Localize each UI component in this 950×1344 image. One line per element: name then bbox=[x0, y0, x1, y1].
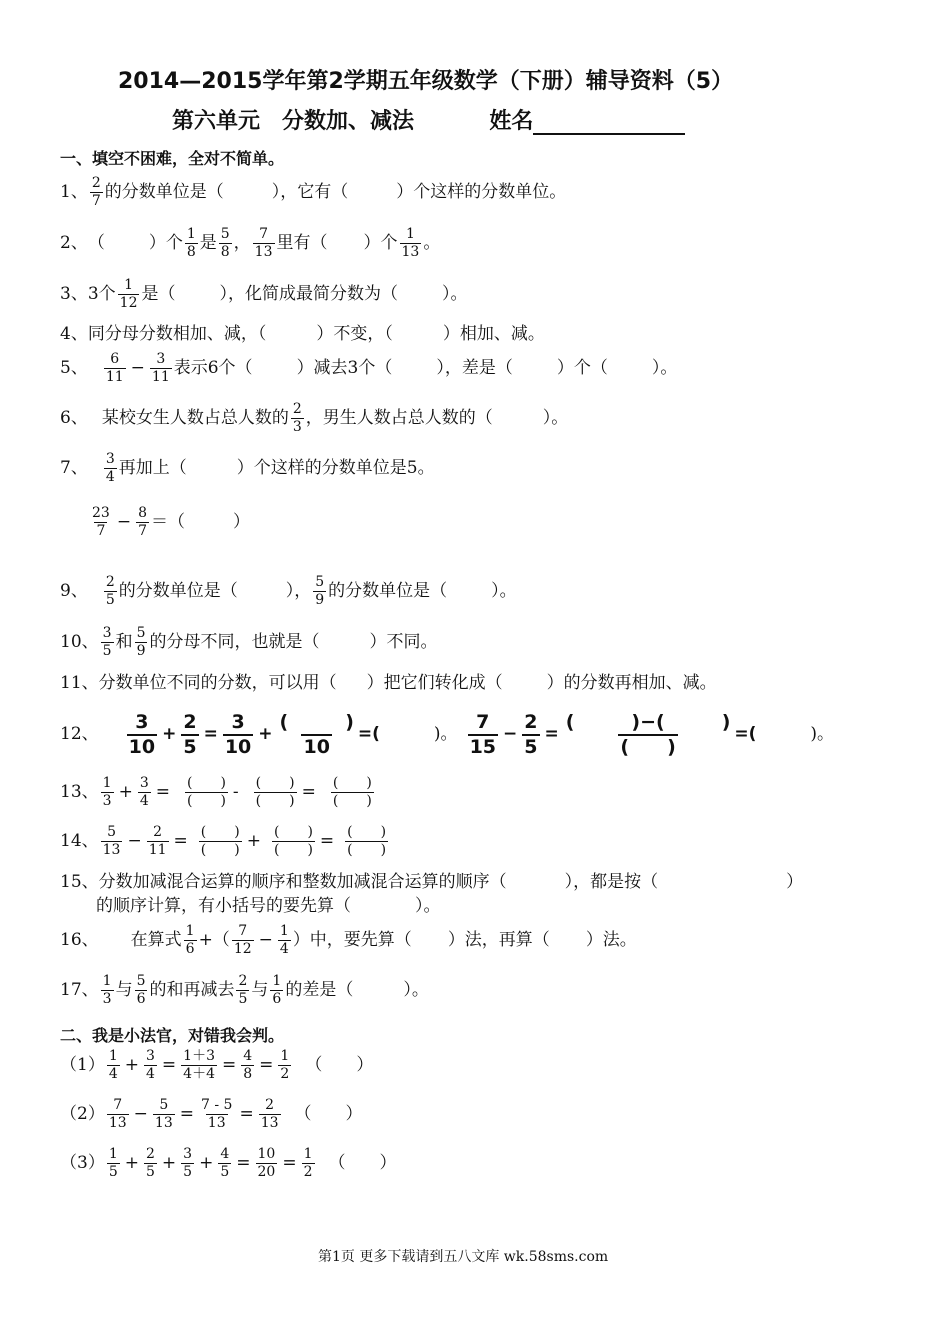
question-number: 13、 bbox=[60, 782, 99, 803]
fraction: $\frac{2}{5}$ bbox=[146, 1146, 155, 1181]
judge-3: （3） $\frac{1}{5}$ + $\frac{2}{5}$ + $\frac{3}{5}$ + $\frac{4}{5}$ = $\frac{10}{20}$ = $\frac{1}{2}$ （ ） bbox=[60, 1146, 397, 1181]
question-4: 4、 同分母分数相加、减，（ ）不变，（ ）相加、减。 bbox=[60, 324, 545, 344]
section2-heading: 二、我是小法官，对错我会判。 bbox=[60, 1026, 285, 1045]
question-number: 9、 bbox=[60, 581, 88, 602]
fraction: $\frac{6}{11}$ bbox=[105, 351, 124, 386]
fraction: $\frac{1}{8}$ bbox=[186, 226, 196, 261]
fraction: $\frac{2}{5}$ bbox=[238, 973, 248, 1008]
judge-answer-blank[interactable]: （ ） bbox=[305, 1055, 374, 1076]
fraction: $\frac{1}{4}$ bbox=[108, 1048, 118, 1083]
question-8: $\frac{23}{7}$ − $\frac{8}{7}$ ＝（ ） bbox=[92, 505, 250, 540]
fraction: $\frac{1}{3}$ bbox=[102, 775, 112, 810]
question-7: 7、 $\frac{3}{4}$ 再加上（ ）个这样的分数单位是5。 bbox=[60, 451, 435, 486]
fraction: $\frac{2}{11}$ bbox=[148, 824, 167, 859]
question-12: 12、 $\frac{3}{10}$ + $\frac{2}{5}$ = $\frac{3}{10}$ + $\frac{( )}{10}$ =( )。 $\frac{7}{15}$ − $\frac{2}{5}$ = $\frac{( )-( )}{( )}$ =( )。 bbox=[60, 711, 835, 758]
fraction: $\frac{7}{15}$ bbox=[469, 711, 497, 758]
question-number: 14、 bbox=[60, 831, 99, 852]
fraction: $\frac{3}{4}$ bbox=[105, 451, 115, 486]
fraction: $\frac{3}{5}$ bbox=[102, 625, 112, 660]
fraction: $\frac{3}{5}$ bbox=[183, 1146, 193, 1181]
page-title: 2014—2015学年第2学期五年级数学（下册）辅导资料（5） bbox=[118, 69, 734, 94]
fraction: $\frac{2}{5}$ bbox=[524, 711, 538, 758]
question-number: 7、 bbox=[60, 458, 88, 479]
question-5: 5、 $\frac{6}{11}$ − $\frac{3}{11}$ 表示6个（ ）减去3个（ ），差是（ ）个（ ）。 bbox=[60, 351, 678, 386]
question-1: 1、 $\frac{2}{7}$ 的分数单位是（ ），它有（ ）个这样的分数单位。 bbox=[60, 175, 567, 210]
fraction: $\frac{2}{5}$ bbox=[105, 574, 115, 609]
question-13: 13、 $\frac{1}{3}$ + $\frac{3}{4}$ = $\frac{( )}{( )}$ - $\frac{( )}{( )}$ = $\frac{( )}{( )}$ bbox=[60, 775, 372, 810]
question-number: 1、 bbox=[60, 182, 88, 203]
fraction: $\frac{1}{3}$ bbox=[102, 973, 112, 1008]
fraction: $\frac{5}{6}$ bbox=[136, 973, 146, 1008]
fraction: $\frac{1}{13}$ bbox=[401, 226, 420, 261]
fraction: $\frac{1}{6}$ bbox=[185, 923, 195, 958]
fraction: $\frac{7 - 5}{13}$ bbox=[200, 1097, 233, 1132]
fraction: $\frac{3}{11}$ bbox=[151, 351, 170, 386]
fraction: $\frac{4}{5}$ bbox=[220, 1146, 230, 1181]
unit-title bbox=[172, 104, 685, 135]
fraction: $\frac{3}{10}$ bbox=[224, 711, 252, 758]
question-15: 15、 分数加减混合运算的顺序和整数加减混合运算的顺序（ ），都是按（ ） bbox=[60, 872, 804, 892]
question-number: 16、 bbox=[60, 930, 99, 951]
question-6: 6、 某校女生人数占总人数的 $\frac{2}{3}$ ，男生人数占总人数的（ ）。 bbox=[60, 401, 569, 436]
fraction: $\frac{2}{3}$ bbox=[292, 401, 302, 436]
question-16: 16、 在算式 $\frac{1}{6}$ +（ $\frac{7}{12}$ − $\frac{1}{4}$ ）中，要先算（ ）法，再算（ ）法。 bbox=[60, 923, 637, 958]
fraction: $\frac{5}{13}$ bbox=[102, 824, 121, 859]
question-10: 10、 $\frac{3}{5}$ 和 $\frac{5}{9}$ 的分母不同，也就是（ ）不同。 bbox=[60, 625, 438, 660]
fraction: $\frac{2}{7}$ bbox=[91, 175, 101, 210]
question-11: 11、 分数单位不同的分数，可以用（ ）把它们转化成（ ）的分数再相加、减。 bbox=[60, 673, 717, 693]
fraction: $\frac{4}{8}$ bbox=[243, 1048, 253, 1083]
fraction: $\frac{1}{4}$ bbox=[279, 923, 289, 958]
question-number: （1） bbox=[60, 1055, 105, 1076]
fraction: $\frac{2}{13}$ bbox=[260, 1097, 279, 1132]
fraction: $\frac{23}{7}$ bbox=[92, 505, 110, 540]
fraction: $\frac{1}{5}$ bbox=[108, 1146, 118, 1181]
fraction: $\frac{5}{9}$ bbox=[136, 625, 146, 660]
question-number: 5、 bbox=[60, 358, 88, 379]
question-9: 9、 $\frac{2}{5}$ 的分数单位是（ ）， $\frac{5}{9}$ 的分数单位是（ ）。 bbox=[60, 574, 517, 609]
question-number: 17、 bbox=[60, 980, 99, 1001]
name-label: 姓名 bbox=[489, 109, 534, 134]
fraction: $\frac{7}{13}$ bbox=[108, 1097, 127, 1132]
question-number: 11、 bbox=[60, 673, 99, 693]
fraction: $\frac{3}{4}$ bbox=[146, 1048, 155, 1083]
fraction: $\frac{1}{12}$ bbox=[119, 277, 138, 312]
unit-label: 第六单元 分数加、减法 bbox=[172, 109, 415, 134]
fraction: $\frac{5}{13}$ bbox=[154, 1097, 173, 1132]
fraction-blank[interactable]: $\frac{( )}{( )}$ bbox=[186, 775, 226, 810]
fraction: $\frac{7}{12}$ bbox=[233, 923, 252, 958]
page-footer: 第1页 更多下载请到五八文库 wk.58sms.com bbox=[318, 1249, 609, 1265]
fraction-blank[interactable]: $\frac{( )}{10}$ bbox=[279, 711, 354, 758]
fraction-blank[interactable]: $\frac{( )}{( )}$ bbox=[347, 824, 387, 859]
question-14: 14、 $\frac{5}{13}$ − $\frac{2}{11}$ = $\frac{( )}{( )}$ + $\frac{( )}{( )}$ = $\frac{( )}{( )}$ bbox=[60, 824, 387, 859]
judge-1: （1） $\frac{1}{4}$ + $\frac{3}{4}$ = $\frac{1+3}{4+4}$ = $\frac{4}{8}$ = $\frac{1}{2}$ （ ） bbox=[60, 1048, 374, 1083]
fraction: $\frac{1+3}{4+4}$ bbox=[183, 1048, 215, 1083]
judge-answer-blank[interactable]: （ ） bbox=[328, 1153, 397, 1174]
fraction-blank[interactable]: $\frac{( )}{( )}$ bbox=[332, 775, 372, 810]
question-number: （3） bbox=[60, 1153, 105, 1174]
fraction: $\frac{5}{9}$ bbox=[315, 574, 325, 609]
question-number: 12、 bbox=[60, 724, 99, 745]
question-17: 17、 $\frac{1}{3}$ 与 $\frac{5}{6}$ 的和再减去 $\frac{2}{5}$ 与 $\frac{1}{6}$ 的差是（ ）。 bbox=[60, 973, 429, 1008]
question-15-cont: 的顺序计算，有小括号的要先算（ ）。 bbox=[96, 896, 441, 916]
question-number: 6、 bbox=[60, 408, 88, 429]
fraction: $\frac{3}{10}$ bbox=[128, 711, 156, 758]
judge-answer-blank[interactable]: （ ） bbox=[294, 1104, 363, 1125]
fraction: $\frac{1}{6}$ bbox=[272, 973, 282, 1008]
fraction: $\frac{1}{2}$ bbox=[303, 1146, 313, 1181]
question-number: 2、 bbox=[60, 233, 88, 254]
question-number: 15、 bbox=[60, 872, 99, 892]
fraction: $\frac{1}{2}$ bbox=[280, 1048, 290, 1083]
question-number: 10、 bbox=[60, 632, 99, 653]
fraction-blank[interactable]: $\frac{( )}{( )}$ bbox=[255, 775, 295, 810]
fraction: $\frac{7}{13}$ bbox=[254, 226, 273, 261]
name-field[interactable] bbox=[533, 111, 685, 135]
fraction-blank[interactable]: $\frac{( )}{( )}$ bbox=[273, 824, 313, 859]
question-2: 2、 （ ）个 $\frac{1}{8}$ 是 $\frac{5}{8}$ ， $\frac{7}{13}$ 里有（ ）个 $\frac{1}{13}$ 。 bbox=[60, 226, 441, 261]
judge-2: （2） $\frac{7}{13}$ − $\frac{5}{13}$ = $\frac{7 - 5}{13}$ = $\frac{2}{13}$ （ ） bbox=[60, 1097, 363, 1132]
question-number: （2） bbox=[60, 1104, 105, 1125]
question-number: 4、 bbox=[60, 324, 88, 344]
fraction: $\frac{10}{20}$ bbox=[257, 1146, 276, 1181]
fraction: $\frac{3}{4}$ bbox=[139, 775, 149, 810]
question-3: 3、 3个 $\frac{1}{12}$ 是（ ），化简成最简分数为（ ）。 bbox=[60, 277, 468, 312]
fraction: $\frac{8}{7}$ bbox=[138, 505, 147, 540]
fraction-blank[interactable]: $\frac{( )-( )}{( )}$ bbox=[565, 711, 731, 758]
fraction: $\frac{5}{8}$ bbox=[220, 226, 230, 261]
fraction: $\frac{2}{5}$ bbox=[183, 711, 197, 758]
fraction-blank[interactable]: $\frac{( )}{( )}$ bbox=[200, 824, 240, 859]
question-number: 3、 bbox=[60, 284, 88, 305]
section1-heading: 一、填空不困难，全对不简单。 bbox=[60, 149, 285, 168]
